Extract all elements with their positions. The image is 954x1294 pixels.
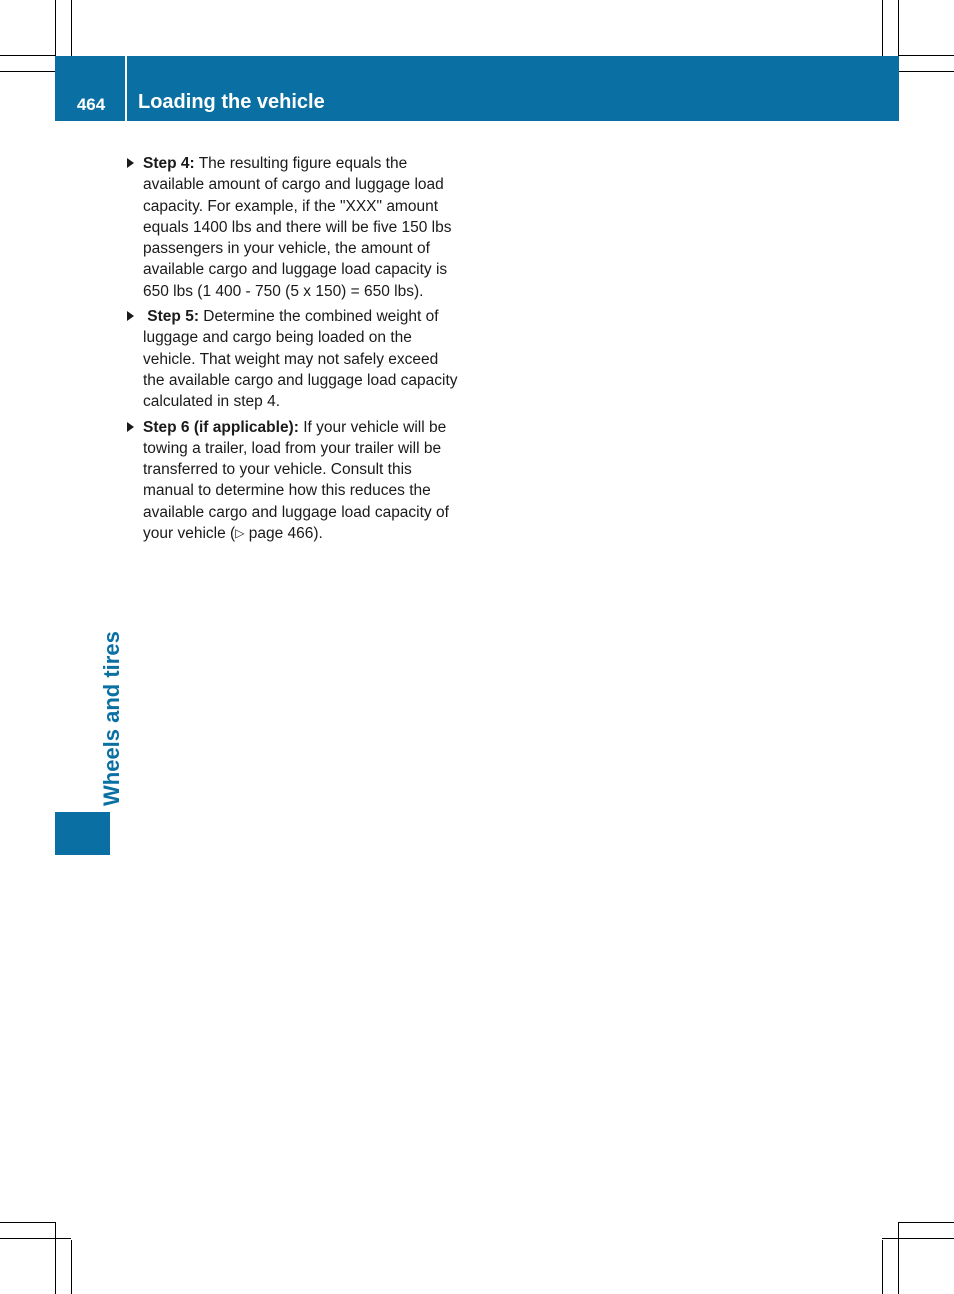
- crop-mark: [0, 55, 55, 56]
- crop-mark: [882, 1240, 883, 1294]
- crop-mark: [0, 1222, 55, 1223]
- step-item: [126, 153, 458, 302]
- step-arrow-icon: [127, 422, 134, 432]
- crop-mark: [55, 1222, 56, 1294]
- crop-mark: [0, 1238, 71, 1239]
- crop-mark: [898, 1222, 899, 1294]
- step-lead: Step 5:: [143, 308, 199, 326]
- step-arrow-icon: [127, 158, 134, 168]
- crop-mark: [899, 71, 954, 72]
- crop-mark: [882, 0, 883, 56]
- crop-mark: [882, 1238, 954, 1239]
- crop-mark: [55, 0, 56, 56]
- body-text: [126, 153, 458, 548]
- page-reference-arrow-icon: ▷: [235, 526, 245, 541]
- step-lead: Step 6 (if applicable):: [143, 418, 299, 436]
- page-number: 464: [76, 95, 106, 114]
- step-item: [126, 417, 458, 545]
- page-reference-link[interactable]: page 466).: [244, 525, 323, 543]
- step-item: [126, 306, 458, 412]
- chapter-tab-label: Wheels and tires: [99, 631, 124, 806]
- step-text: The resulting figure equals the available amount of cargo and luggage load capacity. For example, if the "XXX" amount equals 1400 lbs and there will be five 150 lbs passengers in your vehicle, the amount of available cargo and luggage load capacity is 650 lbs (1 400 - 750 (5 x 150) = 650 lbs).: [143, 155, 452, 300]
- step-text: Determine the combined weight of luggage and cargo being loaded on the vehicle. That weight may not safely exceed the available cargo and luggage load capacity calculated in step 4.: [143, 308, 458, 411]
- crop-mark: [71, 0, 72, 56]
- header-divider: [125, 56, 127, 121]
- step-lead: Step 4:: [143, 155, 195, 172]
- crop-mark: [899, 55, 954, 56]
- step-text: If your vehicle will be towing a trailer, load from your trailer will be transferred to your vehicle. Consult this manual to determine how this reduces the available cargo and luggage load capacity of your vehicle (: [143, 418, 449, 543]
- step-arrow-icon: [127, 311, 134, 321]
- crop-mark: [899, 1222, 954, 1223]
- section-title: Loading the vehicle: [138, 91, 325, 113]
- crop-mark: [0, 71, 55, 72]
- chapter-tab-marker: [55, 812, 110, 855]
- crop-mark: [898, 0, 899, 56]
- crop-mark: [71, 1240, 72, 1294]
